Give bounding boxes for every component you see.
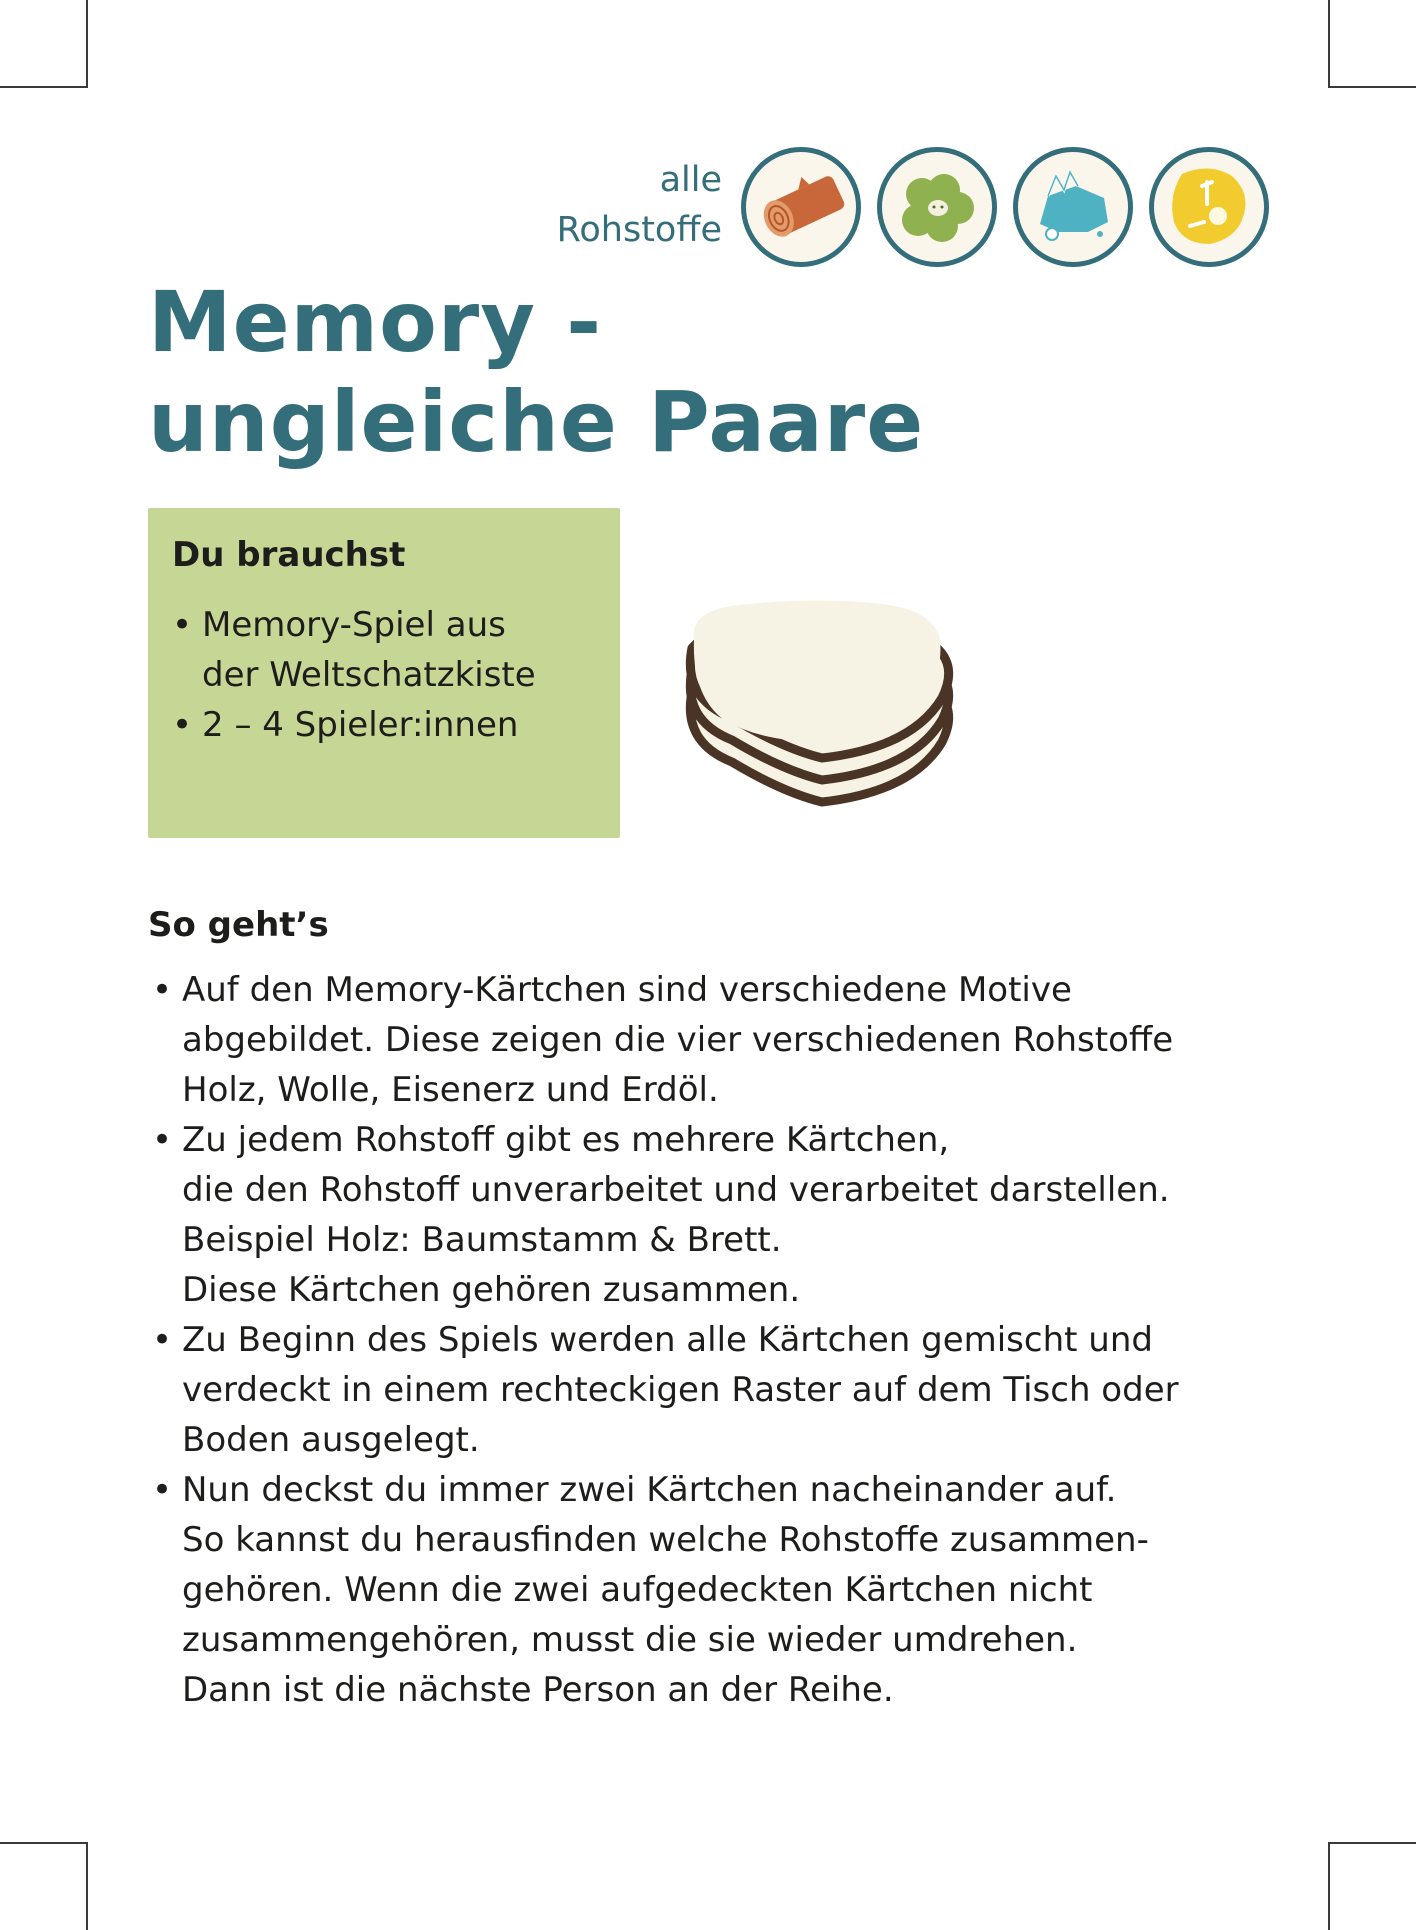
list-item	[148, 1465, 1278, 1715]
step-line: Diese Kärtchen gehören zusammen.	[182, 1270, 801, 1310]
step-line: abgebildet. Diese zeigen die vier verschiedenen Rohstoffe	[182, 1020, 1174, 1060]
holz-icon	[741, 147, 861, 267]
materials-heading: Du brauchst	[172, 535, 406, 575]
step-line: Dann ist die nächste Person an der Reihe.	[182, 1670, 894, 1710]
step-line: zusammengehören, musst die sie wieder umdrehen.	[182, 1620, 1078, 1660]
step-line: • Zu Beginn des Spiels werden alle Kärtchen gemischt und	[182, 1320, 1153, 1360]
category-label	[557, 155, 722, 255]
crop-mark	[86, 1842, 88, 1930]
crop-mark	[1328, 1842, 1330, 1930]
eisenerz-icon	[1013, 147, 1133, 267]
erdoel-icon	[1149, 147, 1269, 267]
step-line: Holz, Wolle, Eisenerz und Erdöl.	[182, 1070, 719, 1110]
step-line: So kannst du herausfinden welche Rohstoffe zusammen-	[182, 1520, 1149, 1560]
crop-mark	[86, 0, 88, 88]
step-line: • Zu jedem Rohstoff gibt es mehrere Kärtchen,	[182, 1120, 950, 1160]
crop-mark	[1328, 86, 1416, 88]
list-item-line: der Weltschatzkiste	[202, 655, 536, 695]
title-line: Memory -	[148, 273, 603, 371]
materials-box	[148, 508, 620, 838]
crop-mark	[0, 1842, 88, 1844]
list-item	[148, 1315, 1278, 1465]
crop-mark	[1328, 0, 1330, 88]
wolle-icon	[877, 147, 997, 267]
list-item	[148, 1115, 1278, 1315]
instructions-heading: So geht’s	[148, 905, 329, 945]
list-item	[148, 965, 1278, 1115]
page-title	[148, 272, 924, 472]
step-line: die den Rohstoff unverarbeitet und verarbeitet darstellen.	[182, 1170, 1170, 1210]
memory-cards-illustration	[672, 592, 972, 812]
list-item	[172, 700, 612, 750]
step-line: gehören. Wenn die zwei aufgedeckten Kärtchen nicht	[182, 1570, 1093, 1610]
category-line: Rohstoffe	[556, 210, 722, 250]
list-item-line: • Memory-Spiel aus	[202, 605, 506, 645]
step-line: Beispiel Holz: Baumstamm & Brett.	[182, 1220, 782, 1260]
step-line: • Auf den Memory-Kärtchen sind verschiedene Motive	[182, 970, 1072, 1010]
crop-mark	[0, 86, 88, 88]
instructions-list	[148, 965, 1278, 1715]
materials-list	[172, 600, 612, 750]
step-line: Boden ausgelegt.	[182, 1420, 480, 1460]
list-item-line: • 2 – 4 Spieler:innen	[202, 705, 519, 745]
list-item	[172, 600, 612, 700]
title-line: ungleiche Paare	[148, 373, 925, 471]
crop-mark	[1328, 1842, 1416, 1844]
category-line: alle	[659, 160, 722, 200]
step-line: verdeckt in einem rechteckigen Raster auf dem Tisch oder	[182, 1370, 1179, 1410]
step-line: • Nun deckst du immer zwei Kärtchen nacheinander auf.	[182, 1470, 1117, 1510]
